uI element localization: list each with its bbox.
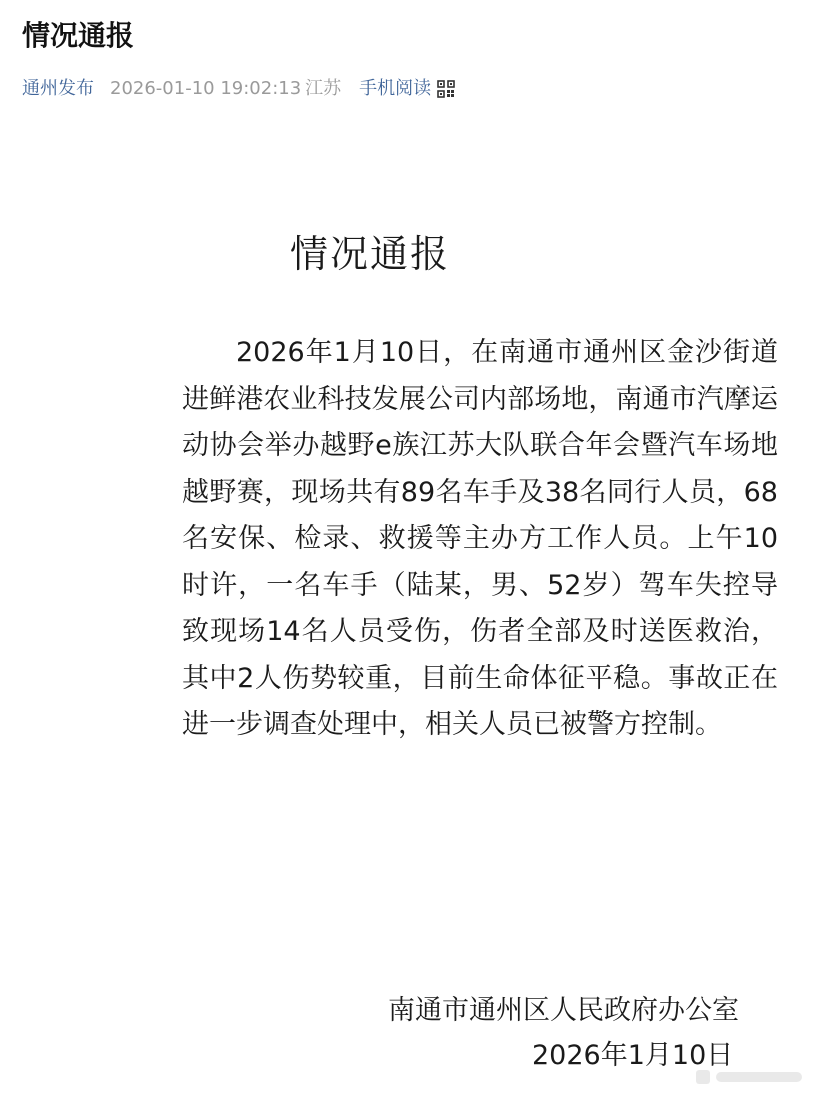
notice-body: 2026年1月10日，在南通市通州区金沙街道进鲜港农业科技发展公司内部场地，南通市汽摩运动协会举办越野e族江苏大队联合年会暨汽车场地越野赛，现场共有89名车手及38名同行人员，68名安保、检录、救援等主办方工作人员。上午10时许，一名车手（陆某，男、52岁）驾车失控导致现场14名人员受伤，伤者全部及时送医救治，其中2人伤势较重，目前生命体征平稳。事故正在进一步调查处理中，相关人员已被警方控制。 [182, 337, 778, 740]
mobile-read-button[interactable] [359, 76, 455, 102]
notice-document [0, 222, 820, 1071]
watermark-graphic [696, 1066, 806, 1088]
notice-title: 情况通报 [289, 232, 450, 276]
publish-time: 2026-01-10 19:02:13 [110, 78, 302, 99]
article-header [22, 16, 798, 102]
signature-organization: 南通市通州区人民政府办公室 [388, 995, 739, 1026]
region-label: 江苏 [305, 78, 342, 99]
mobile-read-label: 手机阅读 [359, 78, 432, 99]
qr-code-icon [437, 80, 455, 98]
article-title: 情况通报 [22, 19, 135, 52]
source-link[interactable]: 通州发布 [22, 78, 94, 99]
article-meta [22, 76, 798, 102]
signature-date: 2026年1月10日 [532, 1040, 734, 1071]
